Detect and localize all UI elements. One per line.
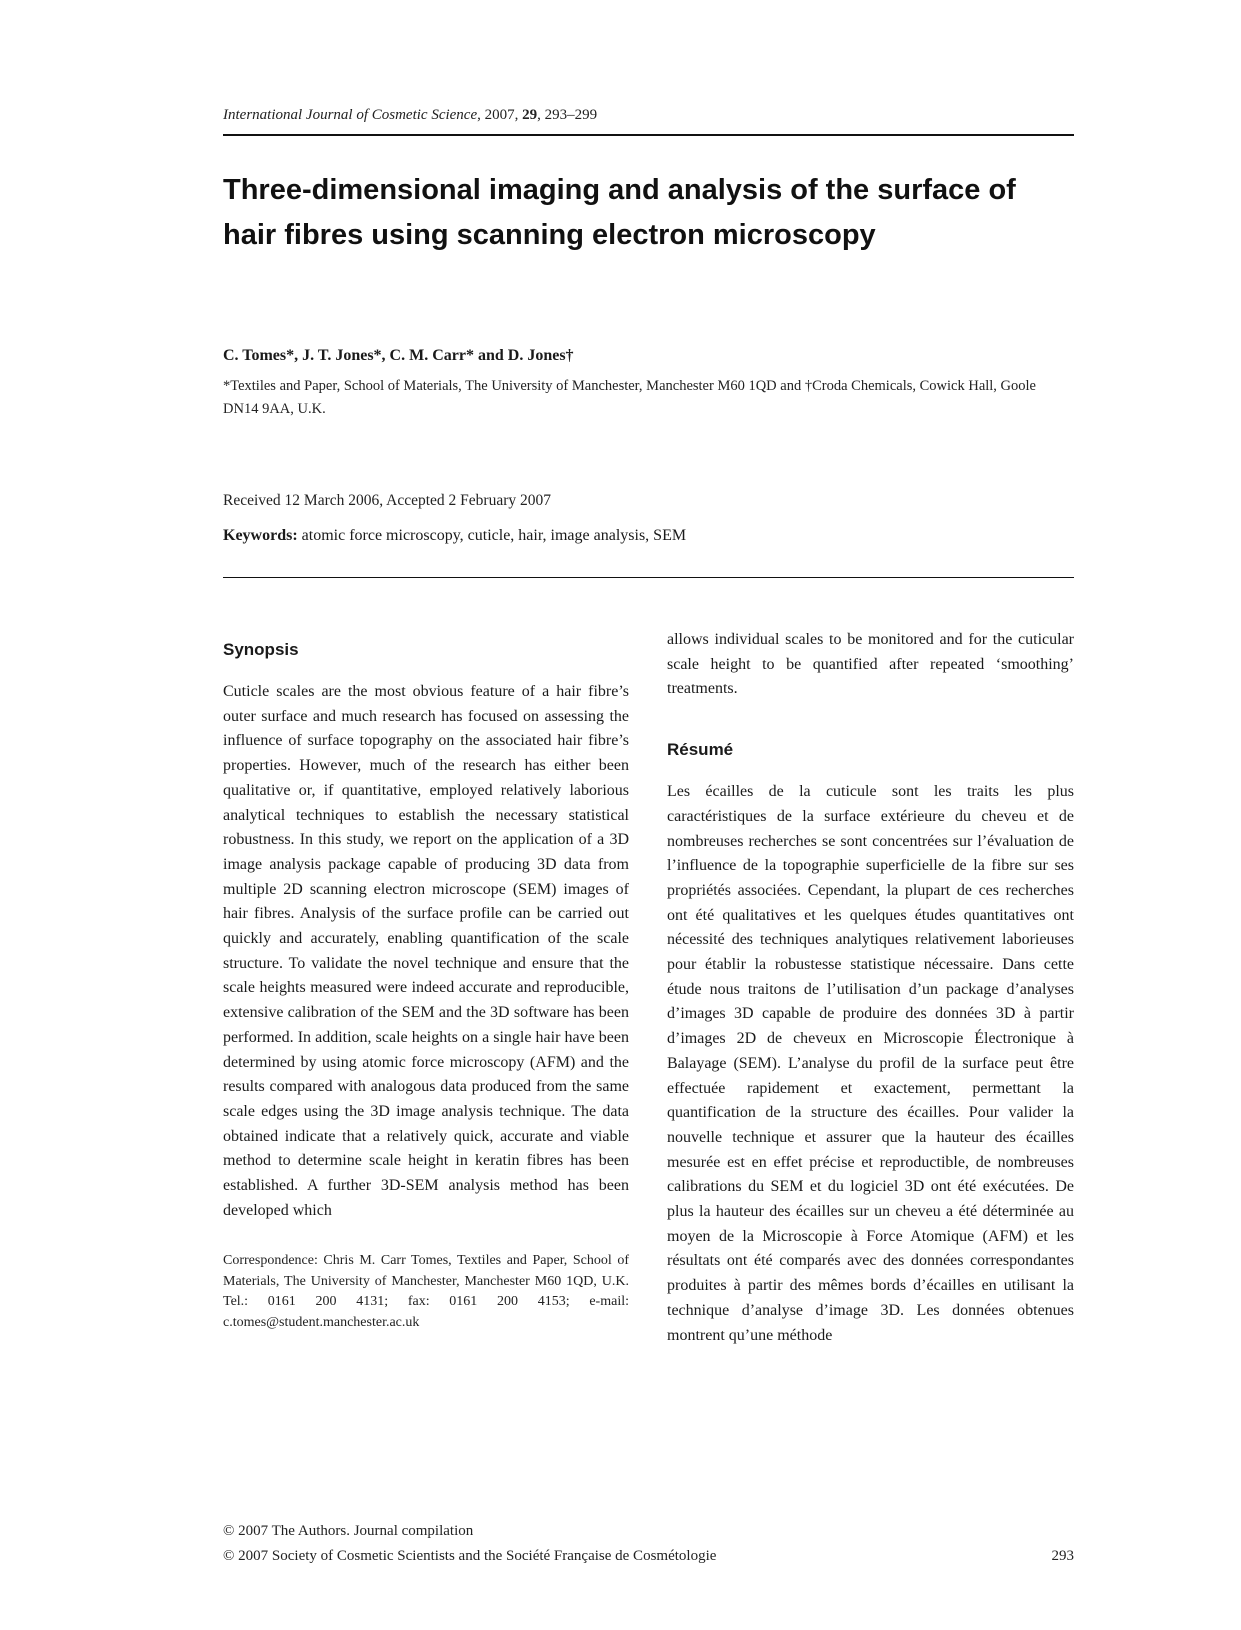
paper-page (223, 0, 1074, 1630)
resume-heading: Résumé (667, 740, 734, 760)
article-title: Three-dimensional imaging and analysis of the surface of hair fibres using scanning electron microscopy (223, 174, 1016, 251)
author-affiliation: *Textiles and Paper, School of Materials, The University of Manchester, Manchester M60 1QD and †Croda Chemicals, Cowick Hall, Goole DN14 9AA, U.K. (223, 378, 1036, 417)
keywords (223, 527, 686, 545)
journal-pages: , 293–299 (537, 107, 598, 123)
right-column (667, 628, 1074, 1348)
keywords-label: Keywords: (223, 527, 298, 544)
synopsis-heading: Synopsis (223, 640, 299, 659)
copyright-line-1: © 2007 The Authors. Journal compilation (223, 1523, 474, 1539)
left-column (223, 640, 629, 1333)
resume-text: Les écailles de la cuticule sont les traits les plus caractéristiques de la surface extérieure du cheveu et de nombreuses recherches se sont concentrées sur l’évaluation de l’influence de la topographie superficielle de la fibre sur ses propriétés associées. Cependant, la plupart de ces recherches ont été qualitatives et les quelques études quantitatives ont nécessité des techniques analytiques relativement laborieuses pour établir la robustesse statistique nécessaire. Dans cette étude nous traitons de l’utilisation d’un package d’analyses d’images 3D capable de produire des données 3D à partir d’images 2D de cheveux en Microscopie Électronique à Balayage (SEM). L’analyse du profil de la surface peut être effectuée rapidement et exactement, permettant la quantification de la structure des écailles. Pour valider la nouvelle technique et assurer que la hauteur des écailles mesurée est en effet précise et reproductible, de nombreuses calibrations du SEM et du logiciel 3D ont été exécutées. De plus la hauteur des écailles sur un cheveu a été déterminée au moyen de la Microscopie à Force Atomique (AFM) et les résultats ont été comparés avec des données correspondantes produites à partir des mêmes bords d’écailles en utilisant la technique d’analyse d’image 3D. Les données obtenues montrent qu’une méthode (667, 783, 1074, 1344)
journal-year: , 2007, (477, 107, 523, 123)
correspondence-note: Correspondence: Chris M. Carr Tomes, Textiles and Paper, School of Materials, The University of Manchester, Manchester M60 1QD, U.K. Tel.: 0161 200 4131; fax: 0161 200 4153; e-mail: c.tomes@student.manchester.ac.uk (223, 1253, 629, 1330)
journal-volume: 29 (522, 107, 538, 123)
copyright-line-2: © 2007 Society of Cosmetic Scientists and the Société Française de Cosmétologie (223, 1548, 717, 1564)
received-dates: Received 12 March 2006, Accepted 2 February 2007 (223, 492, 551, 509)
header-rule (223, 134, 1074, 136)
journal-citation (223, 107, 597, 124)
synopsis-continued: allows individual scales to be monitored and for the cuticular scale height to be quantified after repeated ‘smoothing’ treatments. (667, 631, 1074, 698)
author-list: C. Tomes*, J. T. Jones*, C. M. Carr* and D. Jones† (223, 347, 574, 364)
keywords-list: atomic force microscopy, cuticle, hair, image analysis, SEM (297, 527, 687, 544)
journal-name: International Journal of Cosmetic Science (223, 107, 478, 123)
page-number: 293 (1051, 1548, 1074, 1564)
synopsis-text: Cuticle scales are the most obvious feature of a hair fibre’s outer surface and much research has focused on assessing the influence of surface topography on the associated hair fibre’s properties. However, much of the research has either been qualitative or, if quantitative, employed relatively laborious analytical techniques to establish the necessary statistical robustness. In this study, we report on the application of a 3D image analysis package capable of producing 3D data from multiple 2D scanning electron microscope (SEM) images of hair fibres. Analysis of the surface profile can be carried out quickly and accurately, enabling quantification of the scale structure. To validate the novel technique and ensure that the scale heights measured were indeed accurate and reproducible, extensive calibration of the SEM and the 3D software has been performed. In addition, scale heights on a single hair have been determined by using atomic force microscopy (AFM) and the results compared with analogous data produced from the same scale edges using the 3D image analysis technique. The data obtained indicate that a relatively quick, accurate and viable method to determine scale height in keratin fibres has been established. A further 3D-SEM analysis method has been developed which (223, 683, 629, 1219)
section-rule (223, 577, 1074, 578)
